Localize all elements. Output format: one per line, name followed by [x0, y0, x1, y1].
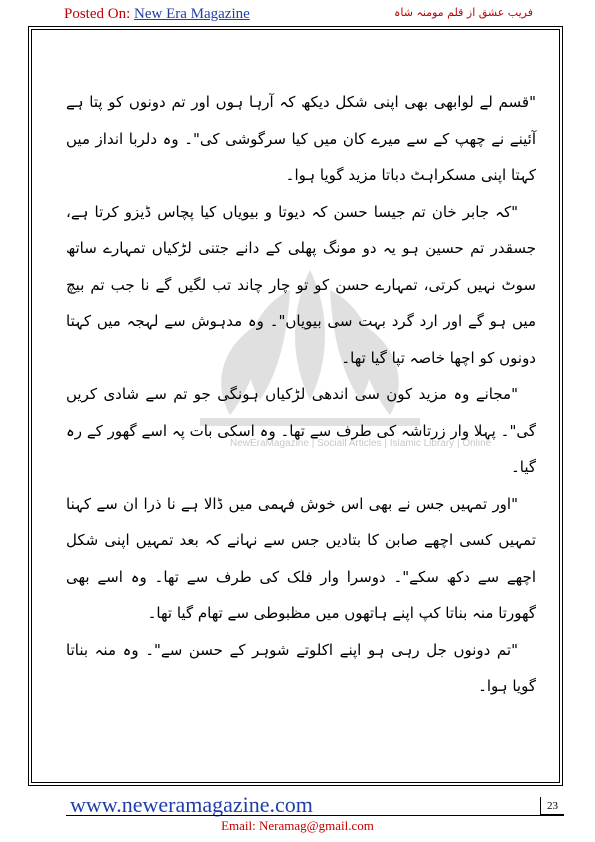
watermark-text: NewEraMagazine | Sociall Articles | Islamic Library | Online	[230, 438, 492, 449]
paragraph: "تم دونوں جل رہی ہو اپنے اکلوتے شوہر کے حسن سے"۔ وہ منہ بناتا گویا ہوا۔	[66, 640, 536, 695]
paragraph: "قسم لے لوابھی بھی اپنی شکل دیکھ کہ آرہا ہوں اور تم دونوں کو پتا ہے آئینے نے چھپ کے سے میرے کان میں کیا سرگوشی کی"۔ وہ دلربا انداز میں کہتا اپنی مسکراہٹ دباتا مزید گویا ہوا۔	[66, 93, 536, 184]
paragraph: "کہ جابر خان تم جیسا حسن کہ دیوتا و بیویاں کیا پچاس ڈیزو کرتا ہے، جسقدر تم حسین ہو یہ دو مونگ پھلی کے دانے جتنی لڑکیاں تمہارے ساتھ سوٹ نہیں کرتی، تمہارے حسن کو تو چار چاند تب لگیں گے نا جب تم بیچ میں ہو گے اور ارد گرد بہت سی بیویاں"۔ وہ مدہوش سے لہجہ میں کہتا دونوں کو اچھا خاصہ تپا گیا تھا۔	[66, 202, 536, 367]
paragraph: "مجانے وہ مزید کون سی اندھی لڑکیاں ہونگی جو تم سے شادی کریں گی"۔ پہلا وار زرتاشہ کی طرف سے تھا۔ وہ اسکی بات پہ اسے گھور کے رہ گیا۔	[66, 385, 536, 476]
footer-email: Email: Neramag@gmail.com	[221, 818, 374, 833]
page-header	[0, 0, 595, 26]
website-link[interactable]: www.neweramagazine.com	[70, 792, 313, 817]
posted-on-label: Posted On:	[64, 6, 135, 22]
footer-divider	[66, 815, 564, 816]
page-number: 23	[540, 797, 564, 815]
paragraph: "اور تمہیں جس نے بھی اس خوش فہمی میں ڈالا ہے نا ذرا ان سے کہنا تمہیں کسی اچھے صابن کا بتادیں جس سے نہانے کہ بعد تمہیں اپنی شکل اچھے سے دکھ سکے"۔ دوسرا وار فلک کی طرف سے تھا۔ وہ اسے بھی گھورتا منہ بناتا کپ اپنے ہاتھوں میں مظبوطی سے تھام گیا تھا۔	[66, 494, 536, 622]
posted-on	[64, 6, 250, 23]
novel-title: فریب عشق از قلم مومنہ شاہ	[393, 6, 533, 19]
story-body	[66, 84, 536, 705]
magazine-link[interactable]: New Era Magazine	[134, 6, 250, 22]
